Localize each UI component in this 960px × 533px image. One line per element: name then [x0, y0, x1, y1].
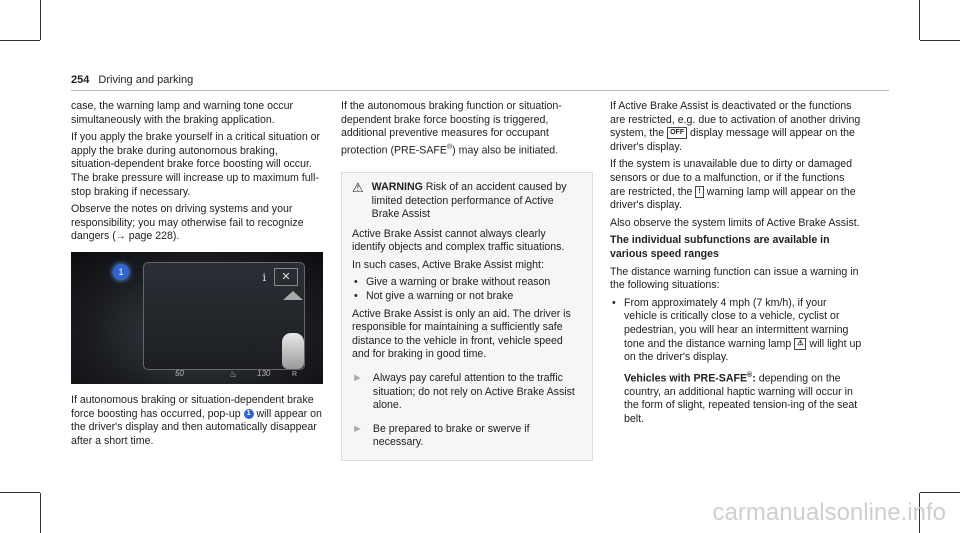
crop-mark: [40, 0, 41, 40]
header-rule: [71, 90, 889, 91]
close-icon: ✕: [274, 268, 298, 286]
crop-mark: [40, 493, 41, 533]
section-heading: The individual subfunctions are available in various speed ranges: [610, 234, 830, 260]
brake-warning-icon: !: [695, 186, 703, 198]
arrow-icon: ►: [352, 372, 363, 385]
paragraph: If autonomous braking or situation-dependent brake force boosting has occurred, pop-up 1 will appear on the driver's display and then automatically disappear after a short time.: [71, 393, 322, 447]
warning-heading: Risk of an accident caused by limited detection performance of Active Brake Assist: [371, 180, 567, 221]
crop-mark: [0, 40, 40, 41]
paragraph: Also observe the system limits of Active Brake Assist.: [610, 216, 860, 229]
paragraph: Vehicles with PRE-SAFE®: depending on the country, an additional haptic warning will occur in the form of slight, repeated tension-ing of the seat belt.: [624, 371, 858, 425]
paragraph: If the system is unavailable due to dirty or damaged sensors or due to a malfunction, or if the functions are restricted, the ! warning lamp will appear on the driver's display.: [610, 158, 856, 212]
paragraph: In such cases, Active Brake Assist might:: [352, 258, 544, 271]
driver-display-image: [71, 252, 323, 384]
paragraph: If the autonomous braking function or situation-dependent brake force boosting is triggered, additional preventive measures for occupant protection (PRE-SAFE®) may also be initiated.: [341, 100, 562, 157]
page-link[interactable]: page 228: [128, 230, 173, 243]
arrow-icon: ►: [352, 422, 363, 435]
bullet-list: [610, 297, 862, 365]
crop-mark: [0, 492, 40, 493]
section-title: Driving and parking: [98, 74, 194, 86]
page-number: 254: [71, 74, 90, 86]
list-item: • Give a warning or brake without reason: [352, 276, 582, 290]
list-item: • From approximately 4 mph (7 km/h), if your vehicle is critically close to a vehicle, cyclist or pedestrian, you will hear an intermittent warning tone and the distance warning lamp ⚠ will light up on the driver's display.: [610, 297, 862, 365]
warning-triangle-icon: [283, 291, 303, 300]
paragraph: Observe the notes on driving systems and your responsibility; you may otherwise fail to recognize dangers (→ page 228).: [71, 203, 304, 243]
list-item: • Not give a warning or not brake: [352, 290, 582, 304]
column-middle: [341, 100, 593, 461]
paragraph: Active Brake Assist cannot always clearly identify objects and complex traffic situations.: [352, 227, 565, 254]
column-left: [71, 100, 323, 452]
gear-indicator: R: [292, 371, 298, 379]
callout-badge: 1: [113, 264, 129, 280]
tip: ► Always pay careful attention to the traffic situation; do not rely on Active Brake Assist alone.: [352, 372, 575, 412]
page-header: [71, 74, 193, 86]
paragraph: The distance warning function can issue a warning in the following situations:: [610, 265, 859, 292]
warning-box: [341, 172, 593, 461]
paragraph: If you apply the brake yourself in a critical situation or apply the brake during autonomous braking, situation-dependent brake force boosting will occur. The brake pressure will increase up to maximum full-stop braking if necessary.: [71, 131, 321, 198]
sub-heading: Vehicles with PRE-SAFE: [624, 372, 748, 385]
info-icon: i: [262, 270, 266, 284]
popup-panel: [143, 262, 305, 370]
crop-mark: [920, 492, 960, 493]
speed-mark: 50: [175, 369, 184, 379]
tip: ► Be prepared to brake or swerve if necessary.: [352, 422, 530, 449]
crop-mark: [919, 0, 920, 40]
car-icon: [282, 333, 304, 369]
bullet-list: [352, 276, 582, 303]
assist-icon: ♨: [229, 369, 238, 380]
warning-title: WARNING: [371, 180, 423, 193]
crop-mark: [920, 40, 960, 41]
speed-mark: 130: [257, 369, 271, 379]
paragraph: If Active Brake Assist is deactivated or the functions are restricted, e.g. due to activation of another driving system, the OFF display message will appear on the driver's display.: [610, 100, 861, 153]
callout-badge: 1: [244, 409, 254, 419]
warning-icon: ⚠: [352, 179, 364, 195]
column-right: [610, 100, 862, 431]
distance-warning-icon: ⚠: [794, 338, 806, 350]
arrow-icon: →: [115, 231, 126, 243]
paragraph: Active Brake Assist is only an aid. The driver is responsible for maintaining a sufficiently safe distance to the vehicle in front, vehicle speed and for braking in good time.: [352, 307, 571, 361]
paragraph: case, the warning lamp and warning tone occur simultaneously with the braking application.: [71, 100, 294, 126]
abs-off-icon: OFF: [667, 127, 687, 139]
watermark: carmanualsonline.info: [712, 499, 946, 526]
